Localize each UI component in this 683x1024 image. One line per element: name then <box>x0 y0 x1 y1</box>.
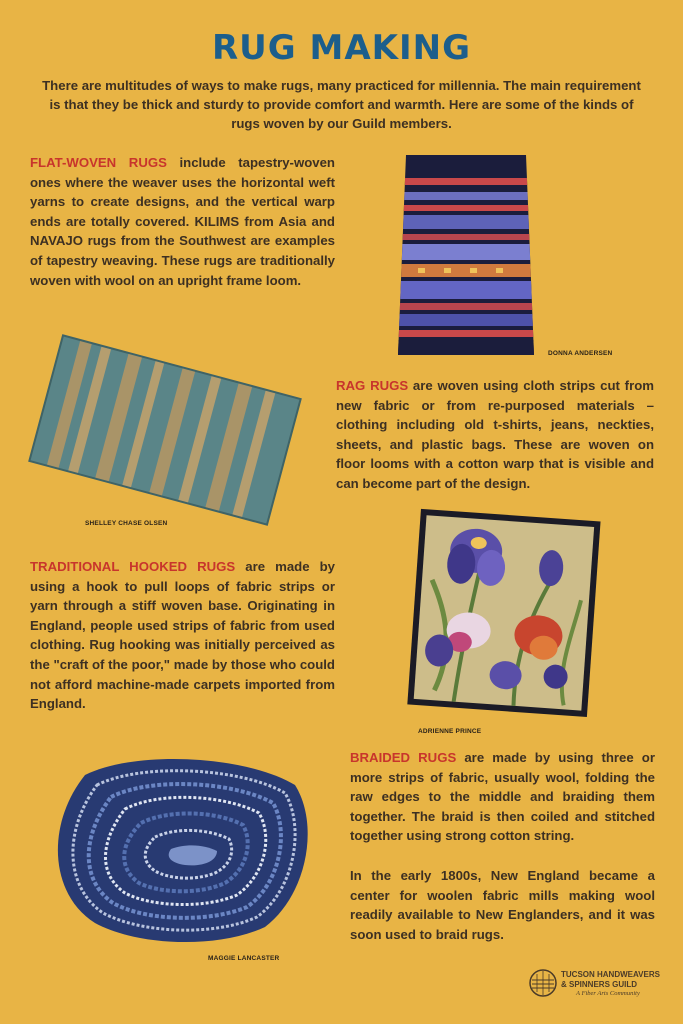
maggie-rug-image <box>45 745 315 950</box>
credit-donna: DONNA ANDERSEN <box>548 350 613 357</box>
hooked-heading: TRADITIONAL HOOKED RUGS <box>30 559 236 574</box>
hooked-paragraph <box>30 557 335 714</box>
guild-logo <box>528 965 668 1005</box>
intro-text: There are multitudes of ways to make rugs, many practiced for millennia. The main requirement is that they be thick and sturdy to provide comfort and warmth. Here are some of the kinds of rugs woven by our Guild members. <box>42 78 641 131</box>
flat-woven-body: include tapestry-woven ones where the weaver uses the horizontal weft yarns to create designs, and the vertical warp ends are totally covered. KILIMS from Asia and NAVAJO rugs from the Southwest are examples of tapestry weaving. These rugs are traditionally woven with wool on an upright frame loom. <box>30 155 335 288</box>
adrienne-rug-image <box>400 505 610 720</box>
credit-adrienne: ADRIENNE PRINCE <box>418 728 482 735</box>
flat-woven-paragraph <box>30 153 335 290</box>
page-title: RUG MAKING <box>211 28 472 68</box>
guild-name-line2: & SPINNERS GUILD <box>561 980 638 989</box>
hooked-body: are made by using a hook to pull loops of fabric strips or yarn through a stiff woven base. Originating in England, people used strips of fabric from used clothing. Rug hooking was initially perceived as the "craft of the poor," made by those who could not afford machine-made carpets imported from England. <box>30 559 335 712</box>
rag-paragraph <box>336 376 654 494</box>
braided-body: are made by using three or more strips of fabric, usually wool, folding the raw edges to the middle and braiding them together. The braid is then coiled and stitched together using strong cotton string. <box>350 750 655 844</box>
credit-shelley: SHELLEY CHASE OLSEN <box>85 520 168 527</box>
braided-heading: BRAIDED RUGS <box>350 750 457 765</box>
shelley-rug-image <box>20 325 310 535</box>
braided-paragraph <box>350 748 655 846</box>
donna-rug-image <box>396 152 536 357</box>
credit-maggie: MAGGIE LANCASTER <box>208 955 280 962</box>
guild-name-line1: TUCSON HANDWEAVERS <box>561 970 660 979</box>
rag-heading: RAG RUGS <box>336 378 409 393</box>
braided-paragraph-2: In the early 1800s, New England became a center for woolen fabric mills making wool readily available to New Englanders, and it was soon used to braid rugs. <box>350 868 655 942</box>
flat-woven-heading: FLAT-WOVEN RUGS <box>30 155 167 170</box>
guild-tagline: A Fiber Arts Community <box>576 990 640 997</box>
guild-emblem-icon <box>528 968 558 998</box>
rag-body: are woven using cloth strips cut from new fabric or from re-purposed materials – clothing including old t-shirts, jeans, neckties, sheets, and plastic bags. These are woven on floor looms with a cotton warp that is visible and can become part of the design. <box>336 378 654 491</box>
